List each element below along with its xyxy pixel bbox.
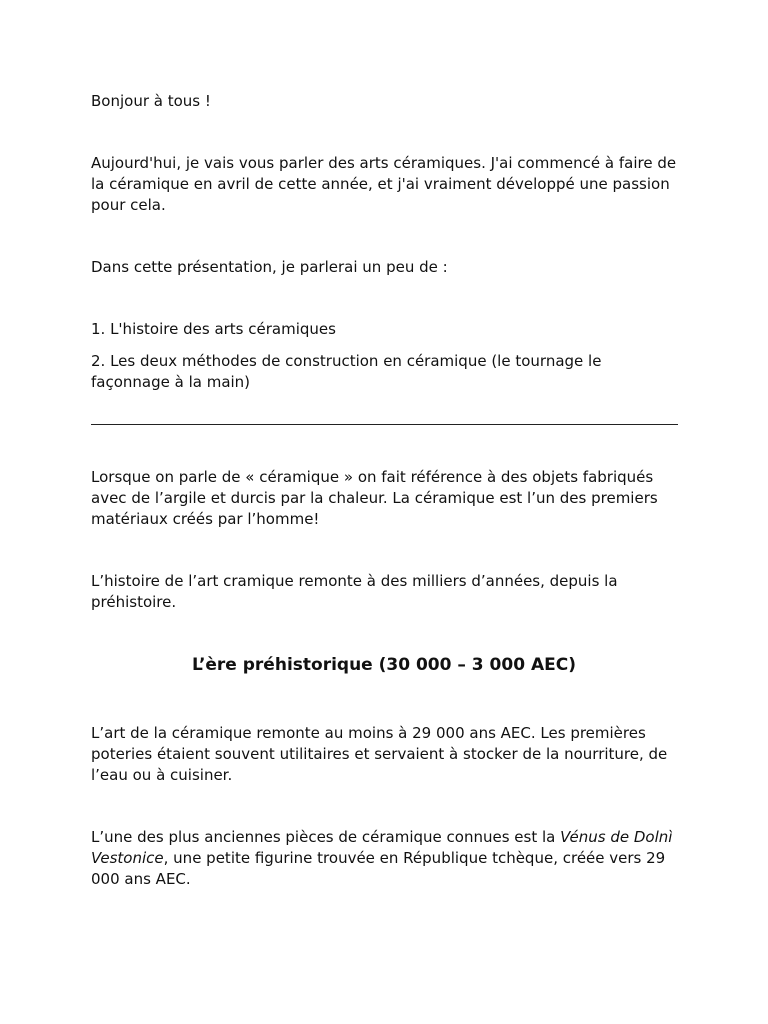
prehistoric-paragraph-2 [91, 827, 681, 890]
outline-item-1: 1. L'histoire des arts céramiques [91, 320, 336, 338]
prehistoric-paragraph-1: L’art de la céramique remonte au moins à 29 000 ans AEC. Les premières poteries étaient souvent utilitaires et servaient à stocker de la nourriture, de l’eau ou à cuisiner. [91, 724, 668, 784]
intro-paragraph: Aujourd'hui, je vais vous parler des arts céramiques. J'ai commencé à faire de la céramique en avril de cette année, et j'ai vraiment développé une passion pour cela. [91, 154, 677, 214]
history-intro-paragraph: L’histoire de l’art cramique remonte à des milliers d’années, depuis la préhistoire. [91, 572, 618, 611]
outline-lead-paragraph: Dans cette présentation, je parlerai un peu de : [91, 258, 448, 276]
paragraph-text-end: , une petite figurine trouvée en République tchèque, créée vers 29 000 ans AEC. [91, 849, 666, 888]
venus-title-italic: Vénus de Dolnì Vestonice [91, 828, 673, 867]
definition-paragraph: Lorsque on parle de « céramique » on fait référence à des objets fabriqués avec de l’argile et durcis par la chaleur. La céramique est l’un des premiers matériaux créés par l’homme! [91, 468, 658, 528]
paragraph-text-start: L’une des plus anciennes pièces de céramique connues est la [91, 828, 561, 846]
section-heading: L’ère préhistorique (30 000 – 3 000 AEC) [192, 655, 576, 675]
outline-item-2: 2. Les deux méthodes de construction en céramique (le tournage le façonnage à la main) [91, 352, 602, 391]
greeting-paragraph: Bonjour à tous ! [91, 92, 211, 110]
horizontal-divider [91, 424, 678, 425]
